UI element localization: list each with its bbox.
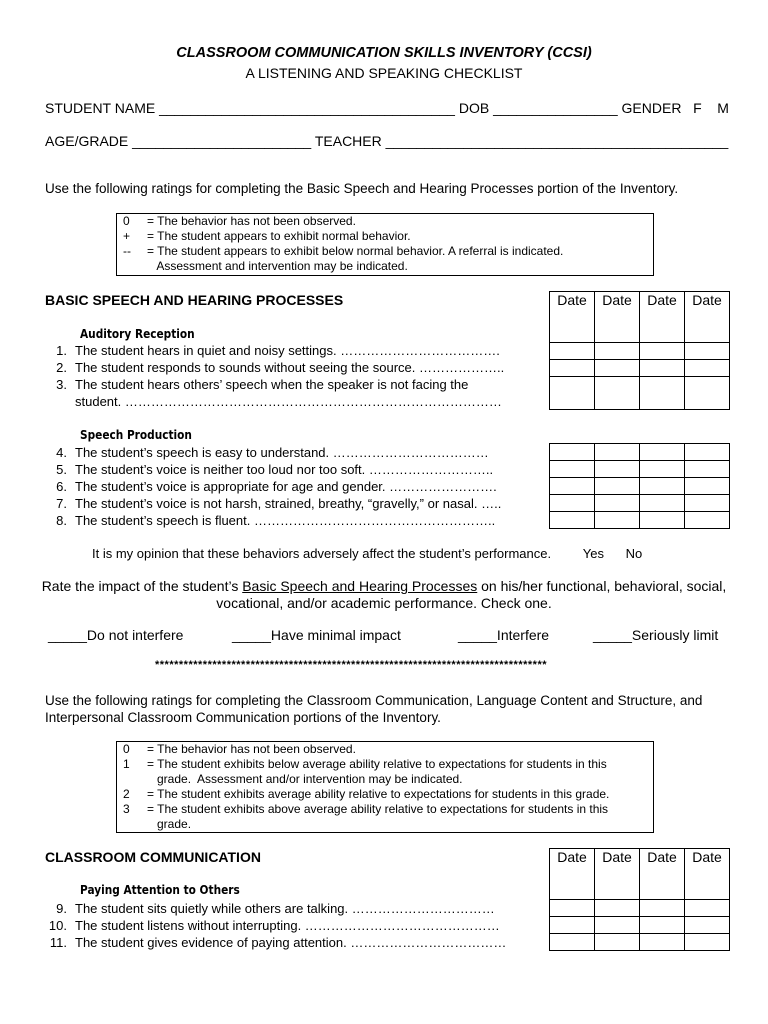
rate-pre: Rate the impact of the student’s bbox=[41, 578, 243, 594]
date-cell[interactable] bbox=[595, 917, 640, 934]
date-cell[interactable] bbox=[640, 444, 685, 461]
date-cell[interactable] bbox=[550, 934, 595, 951]
date-cell[interactable] bbox=[640, 377, 685, 410]
date-grid-section1 bbox=[549, 291, 730, 410]
legend-symbol: + bbox=[123, 229, 131, 243]
legend-symbol: 2 bbox=[123, 787, 130, 801]
section-title-basic-speech: BASIC SPEECH AND HEARING PROCESSES bbox=[45, 292, 344, 308]
instructions-2-line1: Use the following ratings for completing the Classroom Communication, Language Content and Structure, and bbox=[45, 693, 703, 708]
item-number: 9. bbox=[56, 901, 67, 916]
date-cell[interactable] bbox=[640, 900, 685, 917]
date-cell[interactable] bbox=[685, 512, 730, 529]
date-cell[interactable] bbox=[640, 917, 685, 934]
date-cell[interactable] bbox=[595, 478, 640, 495]
impact-option-do-not-interfere[interactable]: _____Do not interfere bbox=[48, 627, 184, 643]
legend-text: = The student exhibits average ability relative to expectations for students in this grade. bbox=[147, 787, 610, 801]
item-number: 7. bbox=[56, 496, 67, 511]
legend-text: = The behavior has not been observed. bbox=[147, 742, 356, 756]
age-teacher-line[interactable]: AGE/GRADE _______________________ TEACHER ____________________________________________ bbox=[45, 133, 729, 149]
opinion-no[interactable]: No bbox=[625, 546, 643, 561]
date-cell[interactable] bbox=[595, 512, 640, 529]
list-item bbox=[45, 342, 545, 359]
opinion-text: It is my opinion that these behaviors adversely affect the student’s performance. bbox=[92, 546, 552, 561]
date-cell[interactable] bbox=[550, 917, 595, 934]
rating-legend-1 bbox=[116, 213, 654, 276]
impact-option-seriously-limit[interactable]: _____Seriously limit bbox=[593, 627, 719, 643]
date-cell[interactable] bbox=[640, 343, 685, 360]
date-cell[interactable] bbox=[550, 343, 595, 360]
item-text: The student hears others’ speech when the speaker is not facing the bbox=[75, 377, 469, 392]
date-cell[interactable] bbox=[595, 360, 640, 377]
item-text: The student responds to sounds without seeing the source. ……………….. bbox=[75, 360, 505, 375]
list-item bbox=[45, 900, 545, 917]
legend-text: = The student appears to exhibit below normal behavior. A referral is indicated. bbox=[147, 244, 564, 258]
date-cell[interactable] bbox=[685, 377, 730, 410]
item-number: 10. bbox=[48, 918, 67, 933]
legend-text: = The student appears to exhibit normal behavior. bbox=[147, 229, 411, 243]
legend-text: = The student exhibits below average ability relative to expectations for students in this bbox=[147, 757, 607, 771]
rate-post: on his/her functional, behavioral, social, bbox=[477, 578, 727, 594]
subsection-auditory-reception: Auditory Reception bbox=[80, 327, 195, 341]
date-header: Date bbox=[685, 292, 730, 343]
item-text: The student’s voice is not harsh, strained, breathy, “gravelly,” or nasal. ….. bbox=[75, 496, 502, 511]
rate-link: Basic Speech and Hearing Processes bbox=[242, 578, 478, 594]
date-cell[interactable] bbox=[640, 495, 685, 512]
item-text: student. …………………………………………………………………………… bbox=[75, 394, 502, 409]
instructions-1: Use the following ratings for completing the Basic Speech and Hearing Processes portion of the Inventory. bbox=[45, 181, 679, 196]
impact-option-minimal[interactable]: _____Have minimal impact bbox=[232, 627, 401, 643]
date-header: Date bbox=[685, 849, 730, 900]
student-name-line[interactable]: STUDENT NAME ______________________________________ DOB ________________ GENDER F M bbox=[45, 100, 729, 116]
date-cell[interactable] bbox=[595, 934, 640, 951]
date-cell[interactable] bbox=[685, 917, 730, 934]
legend-symbol bbox=[117, 772, 147, 787]
date-header: Date bbox=[550, 849, 595, 900]
item-text: The student’s speech is fluent. ……………………………………………….. bbox=[75, 513, 496, 528]
item-text: The student’s voice is neither too loud nor too soft. ……………………….. bbox=[75, 462, 494, 477]
date-header: Date bbox=[595, 292, 640, 343]
item-list-speech bbox=[45, 444, 545, 529]
list-item bbox=[45, 444, 545, 461]
item-text: The student gives evidence of paying attention. ……………………………… bbox=[75, 935, 507, 950]
list-item bbox=[45, 512, 545, 529]
date-cell[interactable] bbox=[685, 343, 730, 360]
date-cell[interactable] bbox=[595, 461, 640, 478]
date-cell[interactable] bbox=[550, 444, 595, 461]
item-list-auditory bbox=[45, 342, 545, 410]
date-cell[interactable] bbox=[550, 900, 595, 917]
date-header: Date bbox=[640, 849, 685, 900]
legend-symbol: 0 bbox=[123, 742, 130, 756]
form-subtitle: A LISTENING AND SPEAKING CHECKLIST bbox=[245, 65, 523, 81]
legend-symbol: 3 bbox=[123, 802, 130, 816]
date-grid-section2 bbox=[549, 848, 730, 951]
item-number bbox=[45, 393, 75, 410]
legend-symbol: 0 bbox=[123, 214, 130, 228]
item-number: 2. bbox=[56, 360, 67, 375]
date-cell[interactable] bbox=[550, 512, 595, 529]
list-item bbox=[45, 359, 545, 376]
date-cell[interactable] bbox=[640, 512, 685, 529]
item-number: 1. bbox=[56, 343, 67, 358]
item-text: The student listens without interrupting. ……………………………………… bbox=[75, 918, 500, 933]
form-title: CLASSROOM COMMUNICATION SKILLS INVENTORY (CCSI) bbox=[176, 45, 592, 61]
date-cell[interactable] bbox=[685, 495, 730, 512]
date-cell[interactable] bbox=[685, 900, 730, 917]
legend-text: = The student exhibits above average ability relative to expectations for students in this bbox=[147, 802, 609, 816]
rating-legend-2 bbox=[116, 741, 654, 833]
date-cell[interactable] bbox=[685, 444, 730, 461]
date-cell[interactable] bbox=[550, 360, 595, 377]
instructions-2-line2: Interpersonal Classroom Communication portions of the Inventory. bbox=[45, 710, 441, 725]
legend-text: Assessment and intervention may be indicated. bbox=[147, 259, 408, 273]
list-item bbox=[45, 917, 545, 934]
rate-impact-line2: vocational, and/or academic performance. Check one. bbox=[216, 595, 552, 611]
opinion-statement bbox=[92, 546, 642, 561]
date-cell[interactable] bbox=[640, 461, 685, 478]
subsection-speech-production: Speech Production bbox=[80, 428, 192, 442]
legend-text: grade. bbox=[147, 817, 192, 831]
list-item bbox=[45, 461, 545, 478]
date-header: Date bbox=[550, 292, 595, 343]
item-text: The student’s voice is appropriate for age and gender. ……………………. bbox=[75, 479, 497, 494]
item-text: The student hears in quiet and noisy settings. ………………………………. bbox=[75, 343, 500, 358]
date-cell[interactable] bbox=[550, 377, 595, 410]
date-cell[interactable] bbox=[595, 900, 640, 917]
section-divider: ********************************************************************************** bbox=[155, 659, 548, 671]
list-item bbox=[45, 376, 545, 393]
opinion-yes[interactable]: Yes bbox=[582, 546, 604, 561]
date-cell[interactable] bbox=[550, 461, 595, 478]
date-cell[interactable] bbox=[595, 377, 640, 410]
legend-symbol bbox=[117, 259, 147, 274]
date-cell[interactable] bbox=[640, 360, 685, 377]
date-header: Date bbox=[640, 292, 685, 343]
legend-text: grade. Assessment and/or intervention may be indicated. bbox=[147, 772, 463, 786]
item-number: 8. bbox=[56, 513, 67, 528]
item-number: 11. bbox=[49, 935, 67, 950]
list-item bbox=[45, 478, 545, 495]
impact-option-interfere[interactable]: _____Interfere bbox=[458, 627, 550, 643]
date-header: Date bbox=[595, 849, 640, 900]
list-item bbox=[45, 495, 545, 512]
date-cell[interactable] bbox=[685, 934, 730, 951]
list-item bbox=[45, 393, 545, 410]
rate-impact-line1 bbox=[0, 578, 768, 594]
date-cell[interactable] bbox=[685, 461, 730, 478]
date-grid-speech bbox=[549, 443, 730, 529]
date-cell[interactable] bbox=[595, 444, 640, 461]
item-text: The student sits quietly while others are talking. …………………………… bbox=[75, 901, 495, 916]
list-item bbox=[45, 934, 545, 951]
subsection-paying-attention: Paying Attention to Others bbox=[80, 883, 240, 897]
legend-symbol: 1 bbox=[123, 757, 130, 771]
date-cell[interactable] bbox=[595, 495, 640, 512]
legend-symbol bbox=[117, 817, 147, 832]
item-number: 4. bbox=[56, 445, 67, 460]
item-number: 5. bbox=[56, 462, 67, 477]
date-cell[interactable] bbox=[640, 478, 685, 495]
date-cell[interactable] bbox=[640, 934, 685, 951]
item-number: 3. bbox=[56, 377, 67, 392]
legend-text: = The behavior has not been observed. bbox=[147, 214, 356, 228]
date-cell[interactable] bbox=[685, 360, 730, 377]
item-list-attention bbox=[45, 900, 545, 951]
legend-symbol: -- bbox=[123, 244, 131, 258]
date-cell[interactable] bbox=[550, 495, 595, 512]
section-title-classroom-communication: CLASSROOM COMMUNICATION bbox=[45, 849, 261, 865]
date-cell[interactable] bbox=[595, 343, 640, 360]
date-cell[interactable] bbox=[550, 478, 595, 495]
date-cell[interactable] bbox=[685, 478, 730, 495]
item-number: 6. bbox=[56, 479, 67, 494]
item-text: The student’s speech is easy to understand. ……………………………… bbox=[75, 445, 489, 460]
